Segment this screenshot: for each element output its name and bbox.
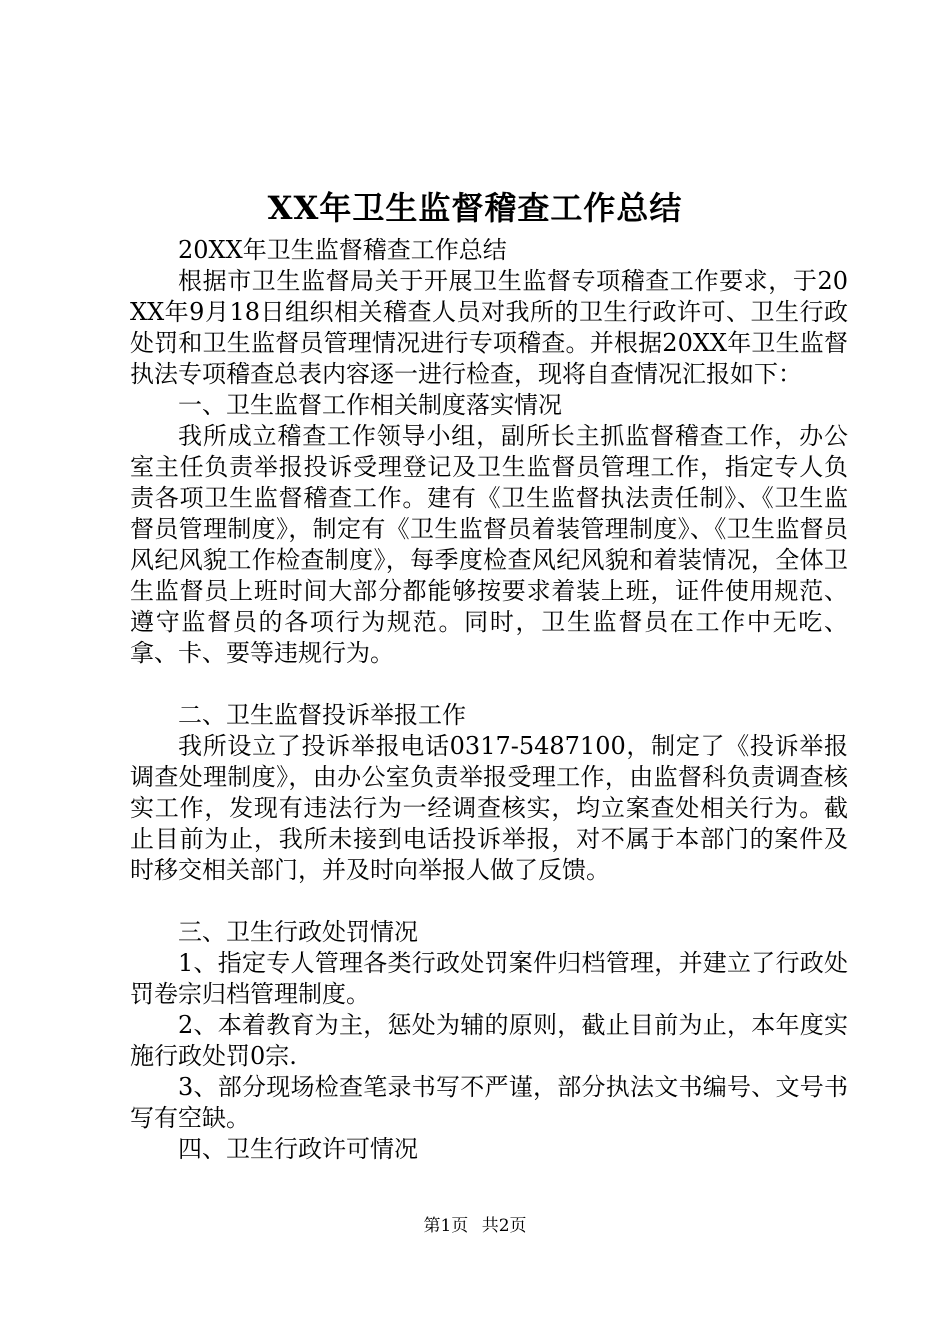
list-item-penalty-1: 1、指定专人管理各类行政处罚案件归档管理，并建立了行政处罚卷宗归档管理制度。 <box>130 949 848 1008</box>
paragraph-section-2: 我所设立了投诉举报电话0317-5487100，制定了《投诉举报调查处理制度》，由办公室负责举报受理工作，由监督科负责调查核实工作，发现有违法行为一经调查核实，均立案查处相关行为。截止目前为止，我所未接到电话投诉举报，对不属于本部门的案件及时移交相关部门，并及时向举报人做了反馈。 <box>130 732 848 884</box>
page-footer <box>0 1215 950 1237</box>
paragraph-intro: 根据市卫生监督局关于开展卫生监督专项稽查工作要求，于20XX年9月18日组织相关稽查人员对我所的卫生行政许可、卫生行政处罚和卫生监督员管理情况进行专项稽查。并根据20XX年卫生监督执法专项稽查总表内容逐一进行检查，现将自查情况汇报如下： <box>130 267 848 388</box>
page-number-current: 第1页 <box>423 1216 469 1236</box>
section-heading-3: 三、卫生行政处罚情况 <box>178 918 418 946</box>
list-item-penalty-3: 3、部分现场检查笔录书写不严谨，部分执法文书编号、文号书写有空缺。 <box>130 1073 848 1132</box>
document-body <box>130 235 848 1165</box>
paragraph-section-1: 我所成立稽查工作领导小组，副所长主抓监督稽查工作，办公室主任负责举报投诉受理登记及卫生监督员管理工作，指定专人负责各项卫生监督稽查工作。建有《卫生监督执法责任制》、《卫生监督员管理制度》，制定有《卫生监督员着装管理制度》、《卫生监督员风纪风貌工作检查制度》，每季度检查风纪风貌和着装情况，全体卫生监督员上班时间大部分都能够按要求着装上班，证件使用规范、遵守监督员的各项行为规范。同时，卫生监督员在工作中无吃、拿、卡、要等违规行为。 <box>130 422 848 667</box>
section-heading-4: 四、卫生行政许可情况 <box>178 1135 418 1163</box>
section-heading-1: 一、卫生监督工作相关制度落实情况 <box>178 391 562 419</box>
document-title: XX年卫生监督稽查工作总结 <box>267 189 683 227</box>
list-item-penalty-2: 2、本着教育为主，惩处为辅的原则，截止目前为止，本年度实施行政处罚0宗. <box>130 1011 848 1070</box>
page-number-total: 共2页 <box>481 1216 527 1236</box>
paragraph-subtitle: 20XX年卫生监督稽查工作总结 <box>178 236 507 264</box>
section-heading-2: 二、卫生监督投诉举报工作 <box>178 701 466 729</box>
